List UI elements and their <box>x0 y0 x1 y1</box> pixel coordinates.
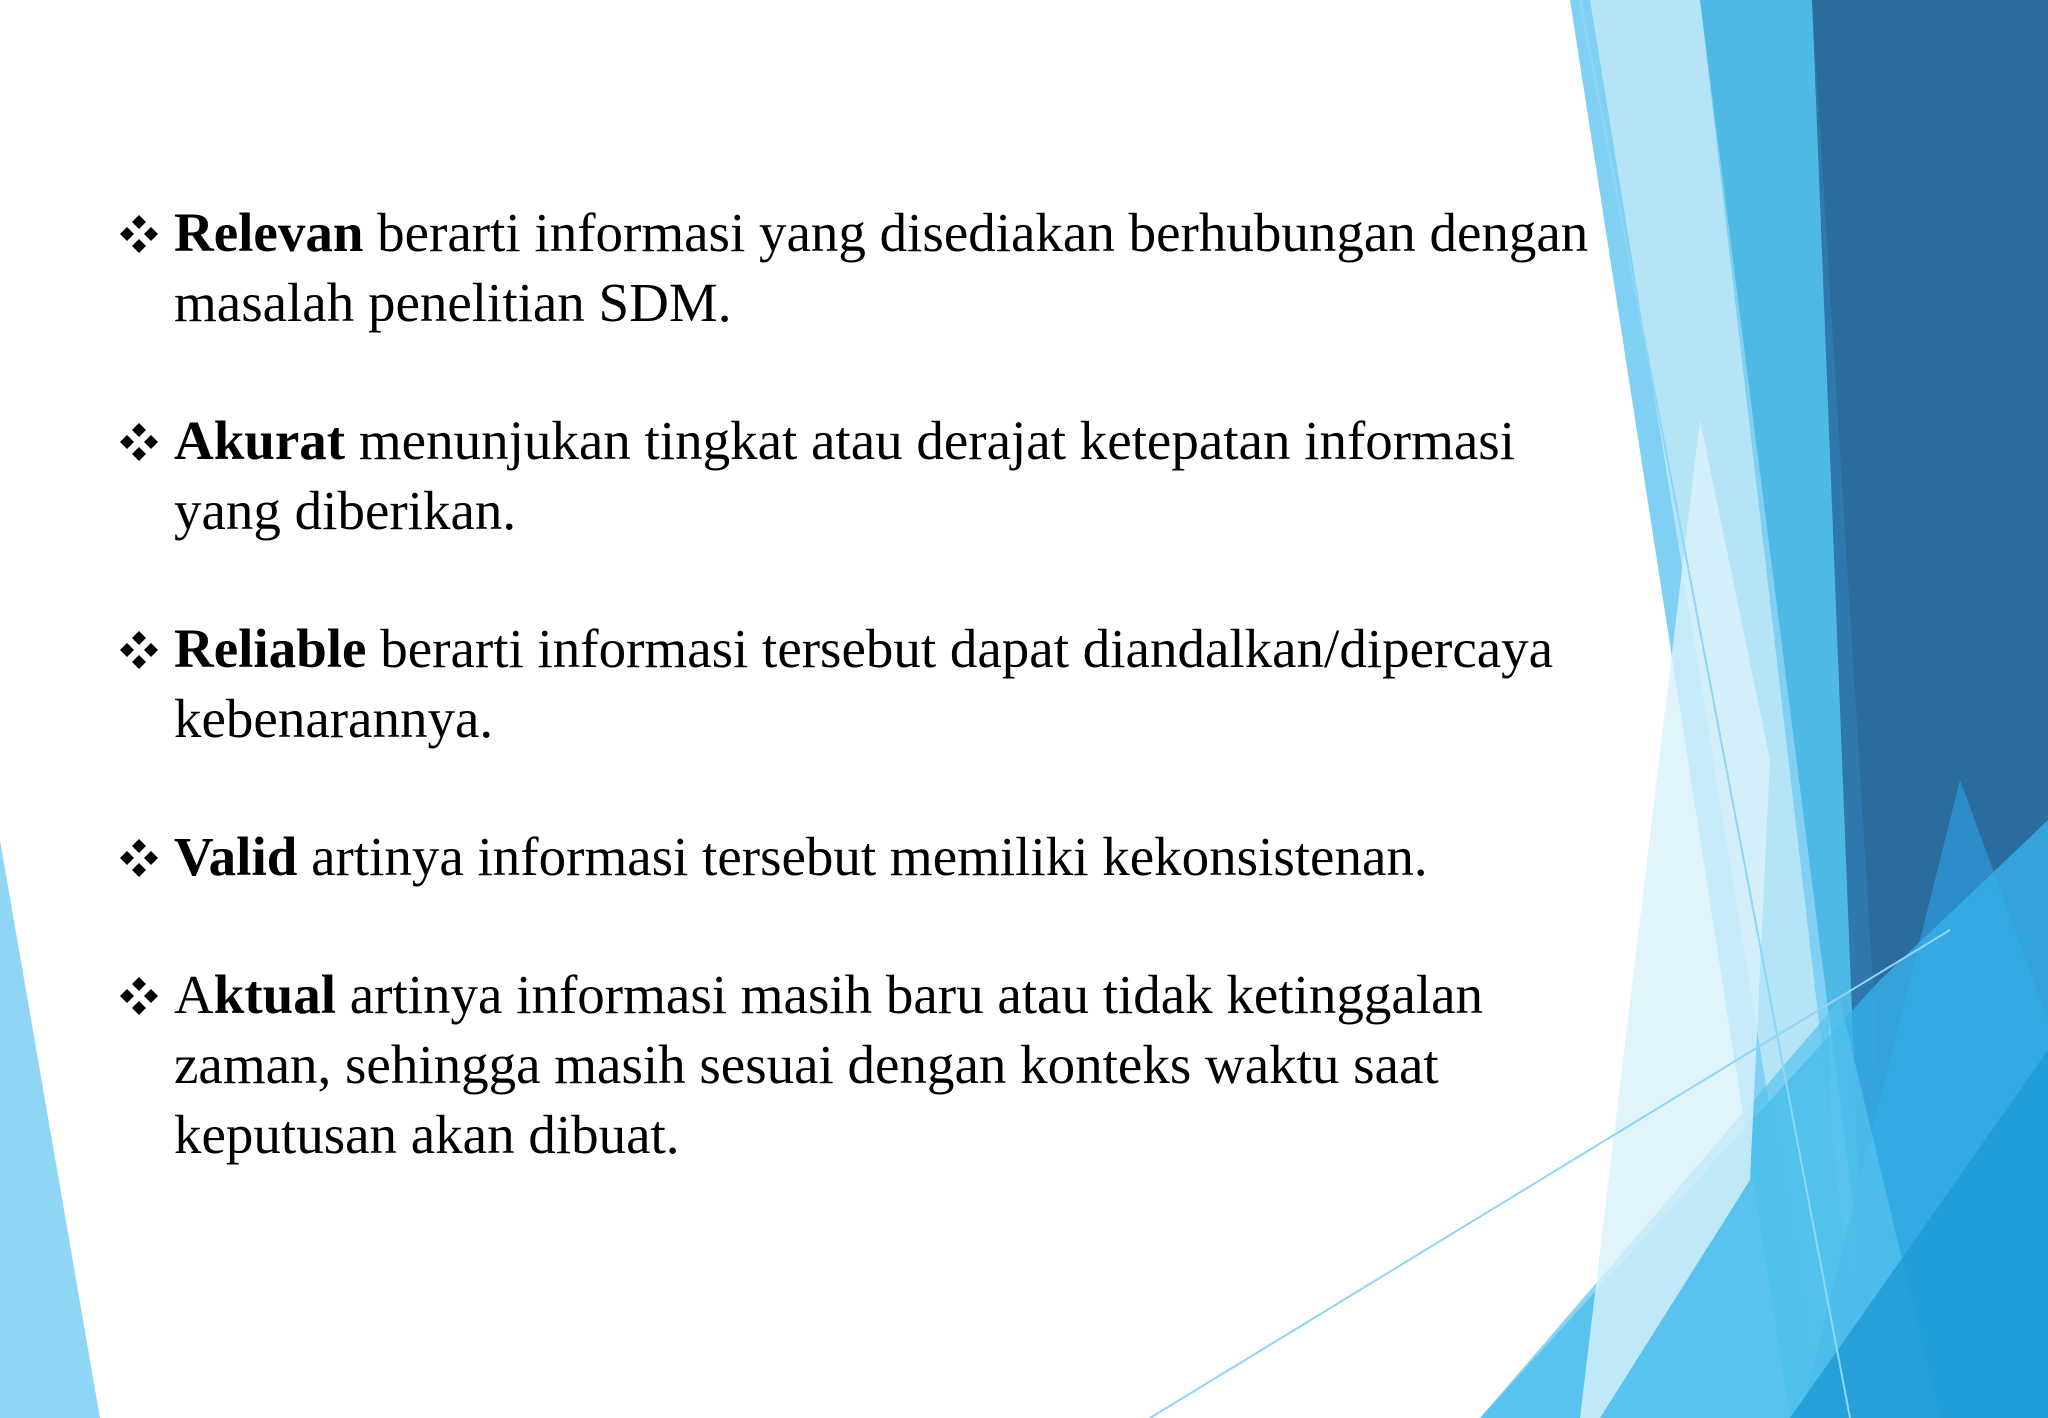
item-term: Akurat <box>174 410 346 471</box>
list-item-akurat <box>118 406 1598 546</box>
list-item-valid <box>118 822 1598 892</box>
item-term: Reliable <box>174 618 367 679</box>
item-term: Relevan <box>174 202 364 263</box>
list-item-aktual <box>118 960 1598 1170</box>
item-text: berarti informasi tersebut dapat diandalkan/dipercaya kebenarannya. <box>174 618 1554 749</box>
four-diamond-bullet-icon <box>118 975 160 1017</box>
item-text: artinya informasi masih baru atau tidak ketinggalan zaman, sehingga masih sesuai dengan konteks waktu saat keputusan akan dibuat. <box>174 964 1484 1165</box>
left-accent-triangle <box>0 840 100 1418</box>
item-text: menunjukan tingkat atau derajat ketepatan informasi yang diberikan. <box>174 410 1515 541</box>
item-term: ktual <box>213 964 337 1025</box>
list-item-reliable <box>118 614 1598 754</box>
four-diamond-bullet-icon <box>118 629 160 671</box>
four-diamond-bullet-icon <box>118 421 160 463</box>
list-item-relevan <box>118 198 1598 338</box>
item-term: Valid <box>174 826 298 887</box>
four-diamond-bullet-icon <box>118 213 160 255</box>
four-diamond-bullet-icon <box>118 837 160 879</box>
content-area <box>118 198 1598 1238</box>
item-text: artinya informasi tersebut memiliki kekonsistenan. <box>297 826 1428 887</box>
item-text: berarti informasi yang disediakan berhubungan dengan masalah penelitian SDM. <box>174 202 1589 333</box>
item-term-plain: A <box>174 964 214 1025</box>
